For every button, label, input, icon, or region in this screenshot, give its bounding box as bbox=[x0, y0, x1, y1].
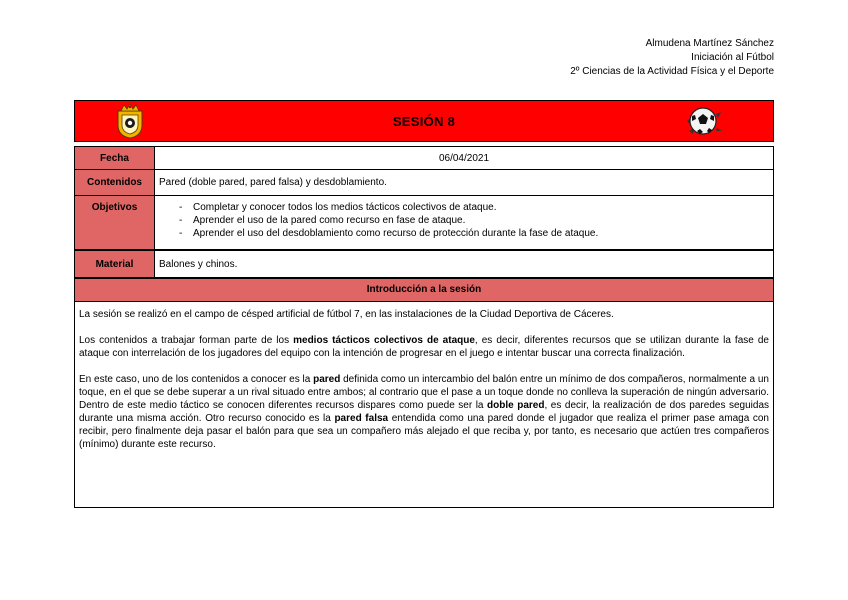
material-label: Material bbox=[75, 251, 155, 277]
objetivo-item: - Aprender el uso de la pared como recurso en fase de ataque. bbox=[193, 214, 769, 227]
contenidos-value: Pared (doble pared, pared falsa) y desdoblamiento. bbox=[159, 177, 387, 188]
session-title: SESIÓN 8 bbox=[392, 114, 456, 129]
objetivo-item: - Aprender el uso del desdoblamiento como recurso de protección durante la fase de ataque. bbox=[193, 227, 769, 240]
fecha-row bbox=[74, 146, 774, 170]
material-value: Balones y chinos. bbox=[159, 259, 238, 270]
intro-body bbox=[74, 302, 774, 508]
bold-term: pared falsa bbox=[334, 413, 389, 424]
session-banner bbox=[74, 100, 774, 142]
session-sheet bbox=[74, 100, 774, 508]
subject-name: Iniciación al Fútbol bbox=[691, 52, 774, 63]
intro-paragraph-3: En este caso, uno de los contenidos a conocer es la pared definida como un intercambio del balón entre un mínimo de dos compañeros, normalmente a un toque, en el que se debe superar a un rival situado entre ambos; al contrario que el pase a un toque donde no conlleva la superación de ningún adversario. Dentro de este medio táctico se conocen diferentes recursos dispares como puede ser la doble pared, es decir, la realización de dos paredes seguidas durante una misma acción. Otro recurso conocido es la pared falsa entendida como una pared donde el jugador que realiza el primer pase amaga con recibir, pero finalmente deja pasar el balón para que sea un compañero más alejado el que reciba y, por tanto, es necesario que actúen tres compañeros (mínimo) durante este recurso. bbox=[79, 374, 770, 450]
author-name: Almudena Martínez Sánchez bbox=[645, 38, 774, 49]
objetivos-list bbox=[159, 201, 769, 240]
course-name: 2º Ciencias de la Actividad Física y el Deporte bbox=[570, 66, 774, 77]
soccer-ball-icon bbox=[683, 104, 723, 138]
objetivos-row bbox=[74, 196, 774, 250]
fecha-value: 06/04/2021 bbox=[438, 153, 490, 164]
bold-term: pared bbox=[313, 374, 341, 385]
intro-heading: Introducción a la sesión bbox=[74, 278, 774, 302]
intro-paragraph-2: Los contenidos a trabajar forman parte de los medios tácticos colectivos de ataque, es decir, diferentes recursos que se utilizan durante la fase de ataque con interrelación de los jugadores del equipo con la intención de progresar en el juego e intentar buscar una correcta finalización. bbox=[79, 335, 769, 359]
contenidos-row bbox=[74, 170, 774, 196]
objetivos-list-container bbox=[155, 196, 773, 249]
bold-term: medios tácticos colectivos de ataque bbox=[293, 335, 475, 346]
material-row bbox=[74, 250, 774, 278]
intro-paragraph-1: La sesión se realizó en el campo de césped artificial de fútbol 7, en las instalaciones de la Ciudad Deportiva de Cáceres. bbox=[79, 309, 614, 320]
objetivo-item: - Completar y conocer todos los medios tácticos colectivos de ataque. bbox=[193, 201, 769, 214]
bold-term: doble pared bbox=[487, 400, 545, 411]
contenidos-label: Contenidos bbox=[75, 170, 155, 195]
fecha-label: Fecha bbox=[75, 147, 155, 169]
document-header bbox=[570, 37, 774, 79]
objetivos-label: Objetivos bbox=[75, 196, 155, 249]
